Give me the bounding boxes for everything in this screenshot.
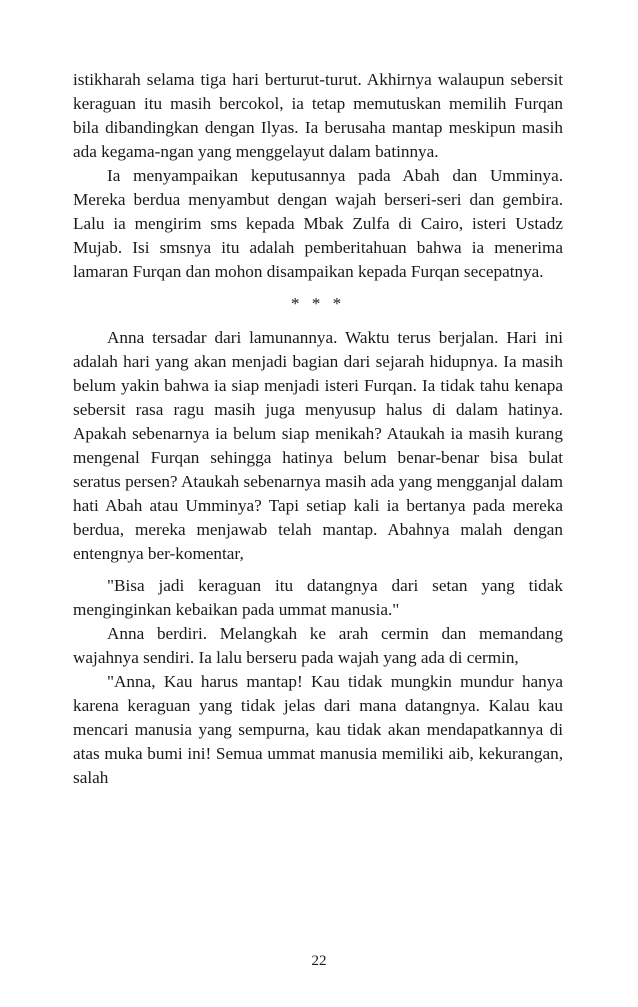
paragraph-3: Anna tersadar dari lamunannya. Waktu terus berjalan. Hari ini adalah hari yang akan menjadi bagian dari sejarah hidupnya. Ia masih belum yakin bahwa ia siap menjadi isteri Furqan. Ia tidak tahu kenapa sebersit rasa ragu masih juga menyusup halus di dalam hatinya. Apakah sebenarnya ia belum siap menikah? Ataukah ia masih kurang mengenal Furqan sehingga hatinya belum benar-benar bisa bulat seratus persen? Ataukah sebenarnya masih ada yang mengganjal dalam hati Abah atau Umminya? Tapi setiap kali ia bertanya pada mereka berdua, mereka menjawab telah mantap. Abahnya malah dengan entengnya ber-komentar, <box>73 328 563 563</box>
paragraph-6: "Anna, Kau harus mantap! Kau tidak mungkin mundur hanya karena keraguan yang tidak jelas dari mana datangnya. Kalau kau mencari manusia yang sempurna, kau tidak akan mendapatkannya di atas muka bumi ini! Semua ummat manusia memiliki aib, kekurangan, salah <box>73 672 563 787</box>
paragraph-2: Ia menyampaikan keputusannya pada Abah dan Umminya. Mereka berdua menyambut dengan wajah berseri-seri dan gembira. Lalu ia mengirim sms kepada Mbak Zulfa di Cairo, isteri Ustadz Mujab. Isi smsnya itu adalah pemberitahuan bahwa ia menerima lamaran Furqan dan mohon disampaikan kepada Furqan secepatnya. <box>73 166 563 281</box>
paragraph-5: Anna berdiri. Melangkah ke arah cermin dan memandang wajahnya sendiri. Ia lalu berseru pada wajah yang ada di cermin, <box>73 624 563 667</box>
section-separator: * * * <box>290 294 346 313</box>
paragraph-1: istikharah selama tiga hari berturut-turut. Akhirnya walaupun sebersit keraguan itu masih bercokol, ia tetap memutuskan memilih Furqan bila dibandingkan dengan Ilyas. Ia berusaha mantap meskipun masih ada kegama-ngan yang menggelayut dalam batinnya. <box>73 70 563 161</box>
paragraph-4: "Bisa jadi keraguan itu datangnya dari setan yang tidak menginginkan kebaikan pada ummat manusia." <box>73 576 563 619</box>
page-number: 22 <box>311 953 327 969</box>
page-body <box>73 68 563 790</box>
